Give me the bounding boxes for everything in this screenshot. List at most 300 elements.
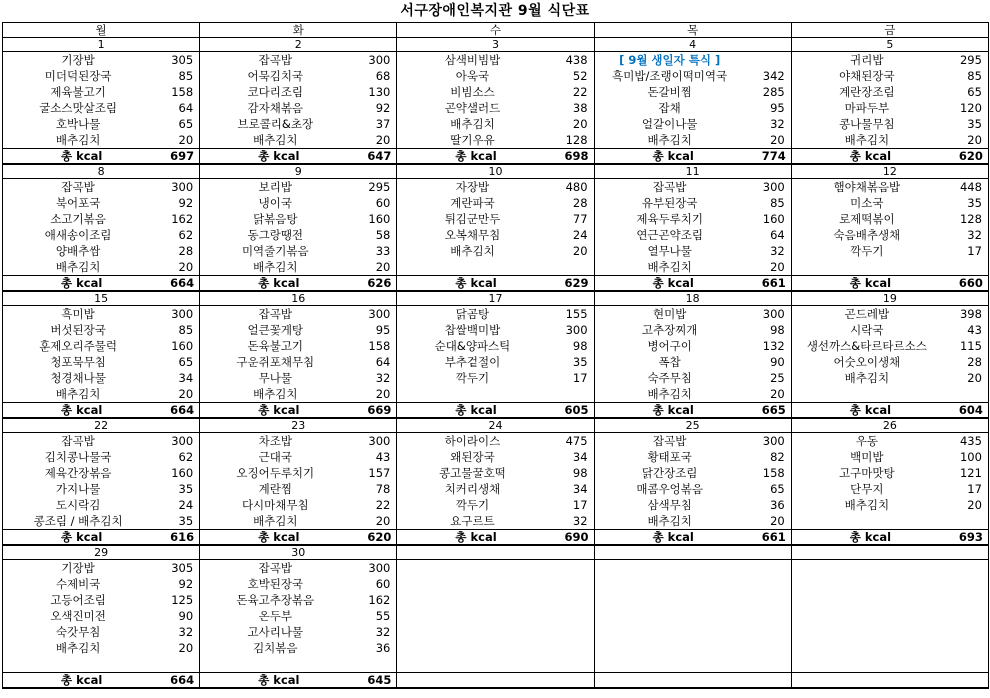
menu-item-name: 배추김치 (253, 387, 298, 401)
total-kcal-cell (200, 403, 397, 419)
menu-item (595, 132, 791, 148)
menu-item-name: 배추김치 (55, 641, 101, 655)
menu-item (397, 370, 593, 386)
total-kcal-cell (791, 530, 988, 546)
menu-item-kcal: 20 (967, 133, 982, 147)
menu-item (200, 386, 396, 402)
total-kcal-row (3, 673, 989, 689)
date-row (3, 545, 989, 560)
menu-item (595, 116, 791, 132)
menu-item (397, 179, 593, 195)
menu-item-kcal: 130 (368, 85, 391, 99)
menu-item-name: 콩고물꿀호떡 (439, 466, 506, 480)
menu-item (397, 465, 593, 481)
menu-item (200, 116, 396, 132)
day-menu-cell (200, 560, 397, 673)
menu-item (595, 211, 791, 227)
total-kcal-label: 총 kcal (455, 276, 497, 290)
total-kcal (792, 530, 988, 544)
menu-item (792, 179, 988, 195)
menu-item-kcal: 20 (770, 260, 785, 274)
menu-item-kcal: 77 (572, 212, 588, 226)
date-cell: 29 (3, 545, 200, 560)
total-kcal-label: 총 kcal (455, 403, 497, 417)
date-cell: 5 (791, 38, 988, 52)
menu-item-name: 배추김치 (55, 387, 101, 401)
total-kcal-cell (594, 403, 791, 419)
menu-items-row (3, 52, 989, 149)
menu-item (397, 195, 593, 211)
menu-item (595, 386, 791, 402)
menu-item-name: 제육간장볶음 (44, 466, 112, 480)
menu-item-kcal: 78 (375, 482, 391, 496)
total-kcal-label: 총 kcal (455, 530, 497, 544)
menu-item (397, 243, 593, 259)
menu-item-name: 고추장찌개 (641, 323, 698, 337)
menu-item-kcal: 35 (178, 514, 194, 528)
menu-item (200, 592, 396, 608)
menu-item-name: 온두부 (258, 609, 292, 623)
menu-item-name: 로제떡볶이 (839, 212, 895, 226)
total-kcal-value: 645 (367, 673, 392, 687)
menu-item-name: 열무나물 (647, 244, 692, 258)
menu-item-name: 깍두기 (850, 244, 884, 258)
menu-item-name: 오복채무침 (444, 228, 501, 242)
total-kcal-label: 총 kcal (652, 149, 694, 163)
menu-item-name: 배추김치 (253, 260, 298, 274)
menu-item-kcal: 128 (959, 212, 982, 226)
menu-item (397, 338, 593, 354)
total-kcal-value: 626 (367, 276, 392, 290)
menu-item (792, 465, 988, 481)
date-cell: 22 (3, 418, 200, 433)
menu-item-kcal (745, 52, 791, 68)
menu-item-kcal: 32 (178, 625, 194, 639)
menu-item (397, 84, 593, 100)
day-menu-cell (397, 179, 594, 276)
menu-item (200, 322, 396, 338)
menu-item (595, 338, 791, 354)
menu-item (595, 195, 791, 211)
menu-item-kcal: 34 (572, 482, 588, 496)
menu-item-name: 배추김치 (844, 371, 890, 385)
menu-item-kcal: 20 (375, 514, 391, 528)
menu-item-name: 배추김치 (647, 514, 692, 528)
menu-item-kcal: 17 (967, 482, 982, 496)
total-kcal-value: 774 (761, 149, 786, 163)
menu-item (3, 195, 199, 211)
menu-item-name: 버섯된장국 (50, 323, 106, 337)
menu-item-kcal: 158 (368, 339, 391, 353)
date-cell: 15 (3, 291, 200, 306)
menu-item-kcal: 92 (178, 196, 194, 210)
total-kcal-label: 총 kcal (61, 149, 103, 163)
menu-item (792, 243, 988, 259)
menu-item-kcal: 34 (178, 371, 194, 385)
total-kcal-value: 697 (170, 149, 195, 163)
total-kcal-label: 총 kcal (652, 276, 694, 290)
total-kcal-label: 총 kcal (849, 149, 892, 163)
menu-item (200, 132, 396, 148)
menu-item-name: 호박나물 (55, 117, 101, 131)
menu-item-name: 배추김치 (450, 117, 495, 131)
menu-item (200, 243, 396, 259)
menu-item-kcal: 25 (770, 371, 785, 385)
day-menu-cell (594, 433, 791, 530)
menu-item (200, 640, 396, 656)
total-kcal-row (3, 530, 989, 546)
menu-item (200, 259, 396, 275)
day-menu-cell (3, 433, 200, 530)
menu-item (397, 211, 593, 227)
menu-item (3, 84, 199, 100)
menu-item-kcal: 295 (368, 180, 391, 194)
total-kcal-cell (594, 149, 791, 165)
menu-item-name: 돈육불고기 (247, 339, 304, 353)
total-kcal (792, 403, 988, 417)
menu-item-name: 코다리조림 (247, 85, 304, 99)
total-kcal-value: 647 (367, 149, 392, 163)
menu-item-name: 기장밥 (61, 53, 95, 67)
menu-item-kcal: 121 (959, 466, 982, 480)
menu-item (3, 465, 199, 481)
day-menu-cell (200, 52, 397, 149)
menu-item-kcal: 95 (375, 323, 391, 337)
menu-item-name: 계란찜 (258, 482, 292, 496)
menu-item-name: 북어포국 (55, 196, 101, 210)
menu-item-name: 숙갓무침 (55, 625, 101, 639)
day-menu-cell (594, 52, 791, 149)
menu-item (595, 354, 791, 370)
menu-item-kcal: 160 (368, 212, 391, 226)
total-kcal-label: 총 kcal (455, 149, 497, 163)
day-menu-cell (791, 560, 988, 673)
menu-item-kcal: 17 (572, 498, 588, 512)
date-cell: 10 (397, 164, 594, 179)
total-kcal-value: 664 (170, 403, 195, 417)
menu-item (595, 497, 791, 513)
date-cell: 12 (791, 164, 988, 179)
total-kcal (200, 403, 396, 417)
menu-item-name: 수제비국 (55, 577, 101, 591)
day-menu-cell (397, 306, 594, 403)
menu-item-name: 야채된장국 (839, 69, 895, 83)
total-kcal (397, 149, 593, 163)
menu-item-name: 잡곡밥 (258, 307, 292, 321)
menu-item-kcal: 300 (368, 307, 391, 321)
menu-item-name: 배추김치 (450, 244, 495, 258)
total-kcal-value: 620 (958, 149, 983, 163)
menu-item (200, 624, 396, 640)
menu-item-kcal: 398 (959, 307, 982, 321)
menu-item (200, 195, 396, 211)
menu-item-name: 미더덕된장국 (44, 69, 112, 83)
menu-item (792, 433, 988, 449)
menu-item (200, 338, 396, 354)
menu-item (595, 322, 791, 338)
menu-item (397, 481, 593, 497)
total-kcal (595, 530, 791, 544)
menu-item (3, 354, 199, 370)
menu-item-name: 배추김치 (55, 133, 101, 147)
menu-item-kcal: 20 (178, 387, 194, 401)
menu-item-name: 폭찹 (658, 355, 681, 369)
menu-item (397, 513, 593, 529)
menu-item-kcal: 20 (178, 133, 194, 147)
menu-item-kcal: 64 (770, 228, 785, 242)
date-row (3, 291, 989, 306)
menu-item-kcal: 98 (572, 339, 588, 353)
menu-item-name: 튀김군만두 (444, 212, 501, 226)
menu-item-kcal: 20 (572, 117, 588, 131)
menu-item-name: 잡채 (658, 101, 681, 115)
menu-item-kcal: 58 (375, 228, 391, 242)
menu-item (397, 116, 593, 132)
date-cell (594, 545, 791, 560)
menu-item-name: 연근곤약조림 (636, 228, 703, 242)
total-kcal-value: 669 (367, 403, 392, 417)
menu-item (792, 354, 988, 370)
menu-item-kcal: 20 (178, 641, 194, 655)
menu-item-name: 잡곡밥 (258, 53, 292, 67)
total-kcal-label: 총 kcal (61, 276, 103, 290)
total-kcal (200, 276, 396, 290)
menu-item-name: 고등어조림 (50, 593, 106, 607)
menu-item-name: 생선까스&타르타르소스 (806, 339, 927, 353)
menu-items-row (3, 560, 989, 673)
menu-item-kcal: 305 (171, 53, 194, 67)
menu-item-kcal: 98 (572, 466, 588, 480)
menu-item-kcal: 32 (770, 117, 785, 131)
menu-item (200, 449, 396, 465)
menu-item-name: 근대국 (258, 450, 292, 464)
menu-item-kcal: 55 (375, 609, 391, 623)
menu-item (595, 243, 791, 259)
menu-item (792, 338, 988, 354)
menu-item-kcal: 24 (572, 228, 588, 242)
menu-item-kcal: 448 (959, 180, 982, 194)
menu-item (200, 306, 396, 322)
menu-item-name: 계란파국 (450, 196, 495, 210)
menu-item (792, 322, 988, 338)
menu-item-kcal: 38 (572, 101, 588, 115)
menu-item-kcal: 65 (967, 85, 982, 99)
total-kcal-cell (200, 530, 397, 546)
menu-item-kcal: 33 (375, 244, 391, 258)
menu-item-name: 흑미밥/조랭이떡미역국 (612, 69, 728, 83)
menu-item (792, 195, 988, 211)
date-row (3, 418, 989, 433)
total-kcal-value: 660 (958, 276, 983, 290)
menu-item-name: 계란장조림 (839, 85, 895, 99)
menu-item-name: 잡곡밥 (652, 180, 687, 194)
menu-item (792, 227, 988, 243)
menu-item-name: 숙음배추생채 (833, 228, 901, 242)
menu-item-kcal: 68 (375, 69, 391, 83)
menu-item-name: 보리밥 (258, 180, 292, 194)
menu-item (792, 68, 988, 84)
menu-item-kcal: 32 (770, 244, 785, 258)
menu-item-name: 오징어두루치기 (236, 466, 315, 480)
menu-item (792, 481, 988, 497)
menu-item (792, 84, 988, 100)
menu-item (595, 227, 791, 243)
menu-item-name: 흑미밥 (61, 307, 95, 321)
total-kcal-row (3, 276, 989, 292)
menu-item-name: 병어구이 (647, 339, 692, 353)
date-cell: 17 (397, 291, 594, 306)
menu-item (792, 370, 988, 386)
menu-item (792, 449, 988, 465)
menu-item (3, 370, 199, 386)
menu-item-kcal: 85 (178, 69, 194, 83)
menu-item-name: 단무지 (850, 482, 884, 496)
menu-item (792, 132, 988, 148)
menu-item (595, 100, 791, 116)
menu-item-name: 부추겉절이 (444, 355, 501, 369)
menu-item-kcal: 20 (375, 133, 391, 147)
total-kcal-value: 693 (958, 530, 983, 544)
menu-item-name: 어숫오이생채 (833, 355, 901, 369)
total-kcal-cell (791, 149, 988, 165)
total-kcal (200, 530, 396, 544)
menu-item-name: 다시마채무침 (241, 498, 309, 512)
page-title: 서구장애인복지관 9월 식단표 (400, 3, 590, 19)
menu-item-name: 구운쥐포채무침 (236, 355, 315, 369)
menu-item-name: 깍두기 (455, 371, 490, 385)
total-kcal-value: 664 (170, 276, 195, 290)
menu-item-name: 매콤우엉볶음 (636, 482, 703, 496)
menu-item (3, 449, 199, 465)
menu-item-kcal: 22 (375, 498, 391, 512)
menu-item-name: 닭볶음탕 (253, 212, 298, 226)
menu-item-name: 백미밥 (850, 450, 884, 464)
menu-item-name: 배추김치 (253, 514, 298, 528)
total-kcal-cell (594, 673, 791, 689)
menu-table (2, 22, 989, 689)
menu-item-name: 차조밥 (258, 434, 292, 448)
menu-item-kcal: 162 (171, 212, 194, 226)
menu-item-name: 자장밥 (455, 180, 490, 194)
menu-item-name: 배추김치 (844, 498, 890, 512)
menu-item-name: 햄야채볶음밥 (833, 180, 901, 194)
menu-items-row (3, 433, 989, 530)
menu-item-name: 콩나물무침 (839, 117, 895, 131)
total-kcal (3, 673, 199, 687)
menu-item-kcal: 295 (959, 53, 982, 67)
menu-item (3, 592, 199, 608)
menu-item-name: 귀리밥 (850, 53, 884, 67)
day-menu-cell (594, 179, 791, 276)
menu-item (200, 560, 396, 576)
total-kcal-cell (397, 530, 594, 546)
total-kcal-value: 661 (761, 276, 786, 290)
menu-item (200, 84, 396, 100)
menu-item-kcal: 480 (565, 180, 588, 194)
date-cell (397, 545, 594, 560)
menu-item (3, 513, 199, 529)
total-kcal-cell (594, 276, 791, 292)
menu-item-name: 제육불고기 (50, 85, 106, 99)
menu-item-name: 호박된장국 (247, 577, 304, 591)
total-kcal-label: 총 kcal (652, 530, 694, 544)
menu-item-name: 청포묵무침 (50, 355, 106, 369)
menu-item-kcal: 300 (368, 561, 391, 575)
menu-item (200, 68, 396, 84)
total-kcal-cell (791, 276, 988, 292)
menu-item (3, 608, 199, 624)
weekday-header: 수 (397, 23, 594, 38)
menu-item-kcal: 158 (171, 85, 194, 99)
menu-item-kcal: 128 (565, 133, 588, 147)
total-kcal-cell (3, 403, 200, 419)
menu-item-kcal: 37 (375, 117, 391, 131)
total-kcal-label: 총 kcal (652, 403, 694, 417)
menu-item (595, 306, 791, 322)
date-cell: 16 (200, 291, 397, 306)
total-kcal-label: 총 kcal (258, 149, 300, 163)
menu-item-name: 우동 (855, 434, 878, 448)
day-menu-cell (791, 52, 988, 149)
menu-item-kcal: 52 (572, 69, 588, 83)
total-kcal-label: 총 kcal (61, 530, 103, 544)
menu-item-kcal: 125 (171, 593, 194, 607)
menu-item-kcal: 35 (572, 355, 588, 369)
menu-item (200, 465, 396, 481)
menu-item-name: 무나물 (258, 371, 292, 385)
menu-item-name: 훈제오리주물럭 (39, 339, 117, 353)
total-kcal-value: 664 (170, 673, 195, 687)
menu-item-kcal: 60 (375, 196, 391, 210)
total-kcal-row (3, 149, 989, 165)
menu-item-name: 유부된장국 (641, 196, 698, 210)
menu-item (397, 227, 593, 243)
menu-item-name: 미역줄기볶음 (241, 244, 309, 258)
menu-item-kcal: 158 (762, 466, 785, 480)
menu-item (3, 560, 199, 576)
menu-item-kcal: 95 (770, 101, 785, 115)
menu-item-name: 김치콩나물국 (44, 450, 112, 464)
menu-item-kcal: 300 (171, 434, 194, 448)
menu-item-kcal: 28 (178, 244, 194, 258)
date-cell: 4 (594, 38, 791, 52)
total-kcal (200, 673, 396, 687)
menu-item (397, 354, 593, 370)
menu-item-name: 닭곰탕 (455, 307, 490, 321)
total-kcal-cell (3, 530, 200, 546)
total-kcal-value: 616 (170, 530, 195, 544)
menu-item (595, 481, 791, 497)
menu-item (397, 68, 593, 84)
menu-item-name: [ 9월 생일자 특식 ] (619, 53, 721, 67)
menu-item-name: 얼갈이나물 (641, 117, 698, 131)
weekday-header: 화 (200, 23, 397, 38)
menu-item-kcal: 438 (565, 53, 588, 67)
menu-item-kcal: 35 (967, 196, 982, 210)
menu-item-name: 비빔소스 (450, 85, 495, 99)
day-menu-cell (791, 433, 988, 530)
menu-item-kcal: 60 (375, 577, 391, 591)
menu-item-name: 황태포국 (647, 450, 692, 464)
menu-item-kcal: 300 (171, 180, 194, 194)
date-cell: 8 (3, 164, 200, 179)
total-kcal (3, 530, 199, 544)
day-menu-cell (3, 306, 200, 403)
day-menu-cell (397, 433, 594, 530)
menu-item-kcal: 90 (178, 609, 194, 623)
menu-item-name: 배추김치 (55, 260, 101, 274)
menu-item-name: 잡곡밥 (258, 561, 292, 575)
